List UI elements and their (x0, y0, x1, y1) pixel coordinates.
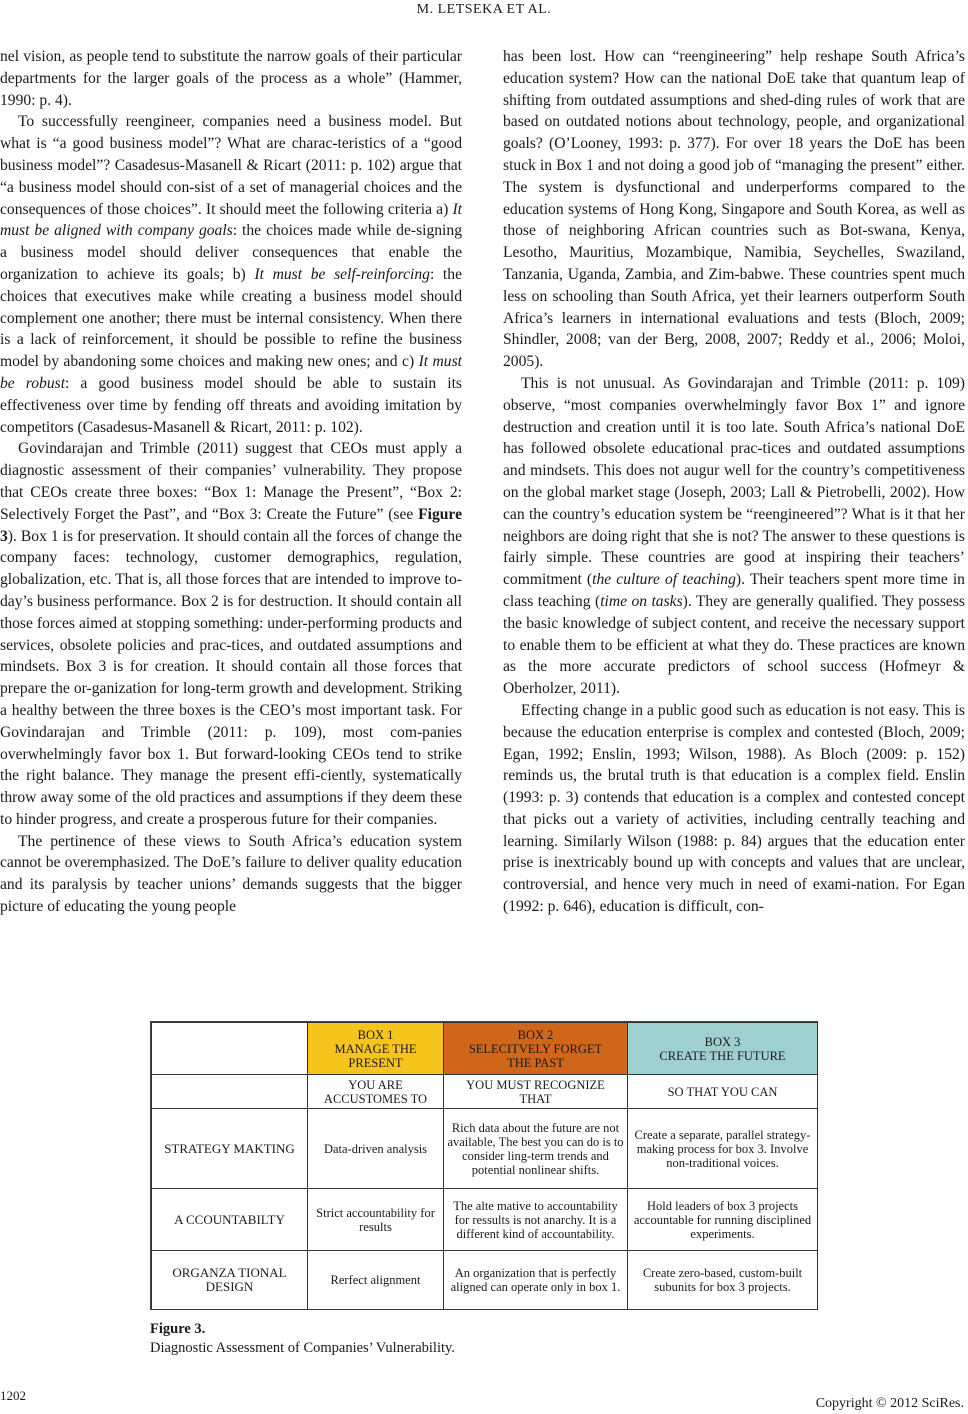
right-column (503, 46, 965, 918)
accountability-box1-cell: Strict accountability for results (308, 1189, 444, 1251)
box3-header: BOX 3 CREATE THE FUTURE (628, 1023, 818, 1075)
strategy-box3-cell: Create a separate, parallel strategy-making process for box 3. Involve non-traditional voices. (628, 1109, 818, 1189)
design-box2-cell: An organization that is perfectly aligned can operate only in box 1. (444, 1251, 628, 1310)
right-column-paragraph: has been lost. How can “reengineering” help reshape South Africa’s education system? How can the national DoE take that quantum leap of shifting from outdated assumptions and shed-ding rules of work that are based on outdated notions about technology, people, and organizational goals? (O’Looney, 1993: p. 377). For over 18 years the DoE has been stuck in Box 1 and not doing a good job of “managing the present” either. The system is dysfunctional and underperforms compared to the education systems of Hong Kong, Singapore and South Korea, as well as those of neighboring African countries such as Bot-swana, Kenya, Lesotho, Mauritius, Mozambique, Namibia, Seychelles, Swaziland, Tanzania, Uganda, Zambia, and Zim-babwe. These countries spent much less on schooling than South Africa, yet their learners outperform South Africa’s learners in international evaluations and tests (Bloch, 2009; Shindler, 2008; van der Berg, 2008, 2007; Reddy et al., 2006; Moloi, 2005). (503, 48, 965, 371)
left-column (0, 46, 462, 918)
left-column-paragraph: Govindarajan and Trimble (2011) suggest that CEOs must apply a diagnostic assessment of their companies’ vulnerability. They propose that CEOs create three boxes: “Box 1: Manage the Present”, “Box 2: Selectively Forget the Past”, and “Box 3: Create the Future” (see Figure 3). Box 1 is for preservation. It should contain all the forces of change the company faces: technology, customer demographics, regulation, globalization, etc. That is, all those forces that are intended to improve to-day’s business performance. Box 2 is for destruction. It should contain all those forces aimed at stopping something: under-performing products and services, obsolete policies and prac-tices, and outdated assumptions and mindsets. Box 3 is for creation. It should contain all those forces that prepare the or-ganization for long-term growth and development. Striking a healthy between the three boxes is the CEO’s most important task. For Govindarajan and Trimble (2011: p. 109), most com-panies overwhelmingly favor box 1. But forward-looking CEOs tend to strike the right balance. They manage the present effi-ciently, systematically throw away some of the old practices and assumptions if they deem these to hinder progress, and create a prosperous future for their companies. (0, 440, 462, 828)
design-box3-cell: Create zero-based, custom-built subunits for box 3 projects. (628, 1251, 818, 1310)
strategy-box2-cell: Rich data about the future are not available, The best you can do is to consider ling-term trends and potential nonlinear shifts. (444, 1109, 628, 1189)
box1-subheader: YOU ARE ACCUSTOMES TO (308, 1075, 444, 1109)
left-column-paragraph: nel vision, as people tend to substitute the narrow goals of their particular departments for the larger goals of the process as a whole” (Hammer, 1990: p. 4). (0, 48, 462, 109)
design-box1-cell: Rerfect alignment (308, 1251, 444, 1310)
strategy-box1-cell: Data-driven analysis (308, 1109, 444, 1189)
row-label-strategy: STRATEGY MAKTING (152, 1109, 308, 1189)
box2-header: BOX 2 SELECITVELY FORGET THE PAST (444, 1023, 628, 1075)
accountability-box3-cell: Hold leaders of box 3 projects accountable for running disciplined experiments. (628, 1189, 818, 1251)
accountability-box2-cell: The alte mative to accountability for ressults is not anarchy. It is a different kind of accountability. (444, 1189, 628, 1251)
figure-caption (150, 1320, 455, 1358)
empty-corner-cell (152, 1023, 308, 1075)
left-column-paragraph: To successfully reengineer, companies need a business model. But what is “a good business model”? What are charac-teristics of a “good business model”? Casadesus-Masanell & Ricart (2011: p. 102) argue that “a business model should con-sist of a set of managerial choices and the consequences of those choices”. It should meet the following criteria a) It must be aligned with company goals: the choices made while de-signing a business model should deliver consequences that enable the organization to achieve its goals; b) It must be self-reinforcing: the choices that executives make while creating a business model should complement one another; there must be internal consistency. When there is a lack of reinforcement, it should be possible to refine the business model by abandoning some choices and making new ones; and c) It must be robust: a good business model should be able to sustain its effectiveness over time by fending off threats and avoiding imitation by competitors (Casadesus-Masanell & Ricart, 2011: p. 102). (0, 113, 462, 436)
right-column-paragraph: This is not unusual. As Govindarajan and Trimble (2011: p. 109) observe, “most companies overwhelmingly favor Box 1” and ignore destruction and creation until it is too late. South Africa’s national DoE has followed obsolete educational prac-tices and outdated assumptions and mindsets. This does not augur well for the country’s competitiveness on the global market stage (Joseph, 2003; Lall & Pietrobelli, 2002). How can the country’s education system be “reengineered”? What is it that her neighbors are doing right that she is not? The answer to these questions is fairly simple. These countries are good at inspiring their teachers’ commitment (the culture of teaching). Their teachers spent more time in class teaching (time on tasks). They are generally qualified. They possess the basic knowledge of subject content, and receive the necessary support to enable them to be efficient at what they do. These practices are known as the more accurate predictors of school success (Hofmeyr & Oberholzer, 2011). (503, 374, 965, 698)
figure-caption-text: Diagnostic Assessment of Companies’ Vulnerability. (150, 1340, 455, 1356)
box2-subheader: YOU MUST RECOGNIZE THAT (444, 1075, 628, 1109)
box3-subheader: SO THAT YOU CAN (628, 1075, 818, 1109)
right-column-paragraph: Effecting change in a public good such as education is not easy. This is because the education enterprise is complex and contested (Bloch, 2009; Egan, 1992; Enslin, 1993; Wilson, 1988). As Bloch (2009: p. 152) reminds us, the brutal truth is that education is a complex field. Enslin (1993: p. 3) contends that education is a complex and contested concept that picks out a variety of activities, including centrally teaching and learning. Similarly Wilson (1988: p. 84) argues that the education enter prise is inextricably bound up with concepts and values that are unclear, controversial, and hence very much in need of exami-nation. For Egan (1992: p. 646), education is difficult, con- (503, 701, 965, 916)
figure-3-table (150, 1021, 818, 1310)
box1-header: BOX 1 MANAGE THE PRESENT (308, 1023, 444, 1075)
row-label-organizational-design: ORGANZA TIONAL DESIGN (152, 1251, 308, 1310)
figure-caption-title: Figure 3. (150, 1321, 206, 1337)
row-label-accountability: A CCOUNTABILTY (152, 1189, 308, 1251)
empty-subheader-cell (152, 1075, 308, 1109)
page-number: 1202 (0, 1388, 26, 1403)
copyright-notice: Copyright © 2012 SciRes. (815, 1396, 964, 1411)
left-column-paragraph: The pertinence of these views to South Africa’s education system cannot be overemphasized. The DoE’s failure to deliver quality education and its paralysis by teacher unions’ demands suggests that the bigger picture of educating the young people (0, 832, 462, 916)
running-header: M. LETSEKA ET AL. (416, 2, 552, 17)
